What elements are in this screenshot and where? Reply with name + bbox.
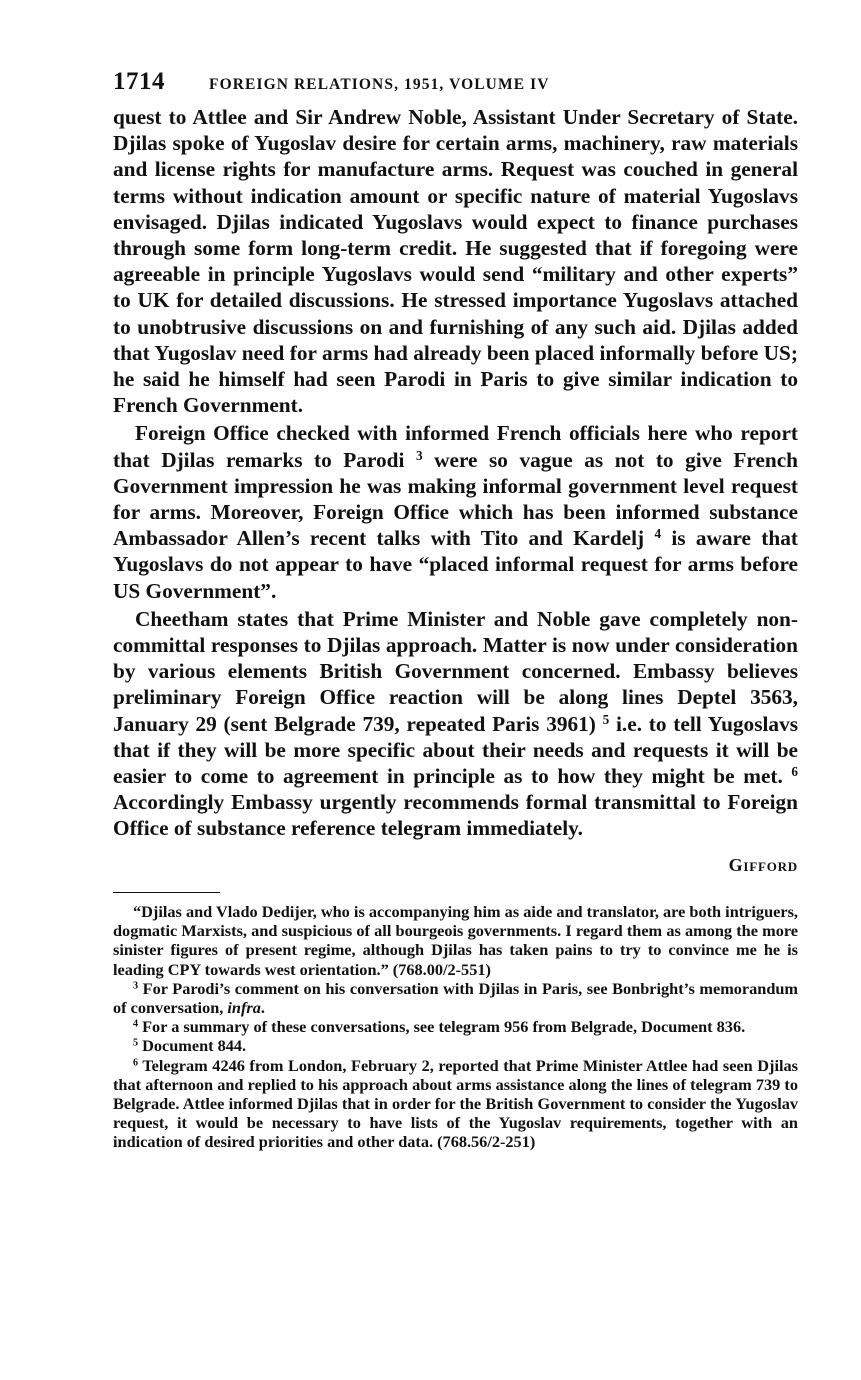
footnote-ref-3: 3 xyxy=(415,447,423,463)
running-head: FOREIGN RELATIONS, 1951, VOLUME IV xyxy=(209,76,550,93)
signature: Gifford xyxy=(728,854,798,875)
footnote-6 xyxy=(113,1056,798,1152)
paragraph-3 xyxy=(113,606,798,842)
paragraph-3-part-a: Cheetham states that Prime Minister and Noble gave completely non-committal responses to Djilas approach. Matter is now under consideration by various elements British Government concerned. Embassy believes preliminary Foreign Office reaction will be along lines Deptel 3563, January 29 (sent Belgrade 739, repeated Paris 3961) xyxy=(113,606,798,736)
footnote-3 xyxy=(113,979,798,1017)
footnotes xyxy=(113,902,798,1152)
footnote-6-number: 6 xyxy=(133,1056,139,1068)
footnote-4 xyxy=(113,1017,798,1036)
footnote-3-end: . xyxy=(260,997,265,1017)
footnote-ref-6: 6 xyxy=(791,763,798,779)
paragraph-3-part-c: Accordingly Embassy urgently recommends formal transmittal to Foreign Office of substance reference telegram immediately. xyxy=(113,790,798,841)
body-text xyxy=(113,104,798,878)
footnote-4-number: 4 xyxy=(133,1018,139,1030)
paragraph-1: quest to Attlee and Sir Andrew Noble, Assistant Under Secretary of State. Djilas spoke of Yugoslav desire for certain arms, machinery, raw materials and license rights for manufacture arms. Request was couched in general terms without indication amount or specific nature of material Yugoslavs envisaged. Djilas indicated Yugoslavs would expect to finance purchases through some form long-term credit. He suggested that if foregoing were agreeable in principle Yugoslavs would send “military and other experts” to UK for detailed discussions. He stressed importance Yugoslavs attached to unobtrusive discussions on and furnishing of any such aid. Djilas added that Yugoslav need for arms had already been placed informally before US; he said he himself had seen Parodi in Paris to give similar indication to French Government. xyxy=(113,105,798,418)
page-number: 1714 xyxy=(113,68,165,95)
footnote-4-text: For a summary of these conversations, see telegram 956 from Belgrade, Document 836. xyxy=(138,1017,746,1037)
page-header xyxy=(113,68,798,104)
footnote-3-italic: infra xyxy=(227,997,261,1017)
paragraph-2 xyxy=(113,420,798,603)
document-page xyxy=(113,68,798,1152)
paragraph-2-part-b: were so vague as not to give French Government impression he was making informal government level request for arms. Moreover, Foreign Office which has been informed substance Ambassador Allen’s recent talks with Tito and Kardelj xyxy=(113,447,798,551)
footnote-ref-4: 4 xyxy=(654,526,662,541)
footnote-5-number: 5 xyxy=(133,1037,139,1049)
footnote-3-text: For Parodi’s comment on his conversation with Djilas in Paris, see Bonbright’s memorandum of conversation, xyxy=(113,978,798,1017)
footnote-5-text: Document 844. xyxy=(138,1036,247,1056)
paragraph-2-part-a: Foreign Office checked with informed French officials here who report that Djilas remarks to Parodi xyxy=(113,421,798,472)
footnote-divider xyxy=(113,892,220,893)
paragraph-3-part-b: i.e. to tell Yugoslavs that if they will be more specific about their needs and requests it will be easier to come to agreement in principle as to how they might be met. xyxy=(113,711,798,789)
footnote-5 xyxy=(113,1036,798,1055)
paragraph-2-part-c: is aware that Yugoslavs do not appear to have “placed informal request for arms before US Government”. xyxy=(113,526,798,603)
footnote-quote: “Djilas and Vlado Dedijer, who is accompanying him as aide and translator, are both intriguers, dogmatic Marxists, and suspicious of all bourgeois governments. I regard them as among the more sinister figures of present regime, although Djilas has taken pains to try to convince me he is leading CPY towards west orientation.” (768.00/2-551) xyxy=(113,901,798,979)
footnote-3-number: 3 xyxy=(133,980,139,992)
footnote-ref-5: 5 xyxy=(602,711,610,727)
footnote-6-text: Telegram 4246 from London, February 2, reported that Prime Minister Attlee had seen Djilas that afternoon and replied to his approach about arms assistance along the lines of telegram 739 to Belgrade. Attlee informed Djilas that in order for the British Government to consider the Yugoslav request, it would be necessary to have lists of the Yugoslav requirements, together with an indication of desired priorities and other data. (768.56/2-251) xyxy=(113,1055,798,1152)
